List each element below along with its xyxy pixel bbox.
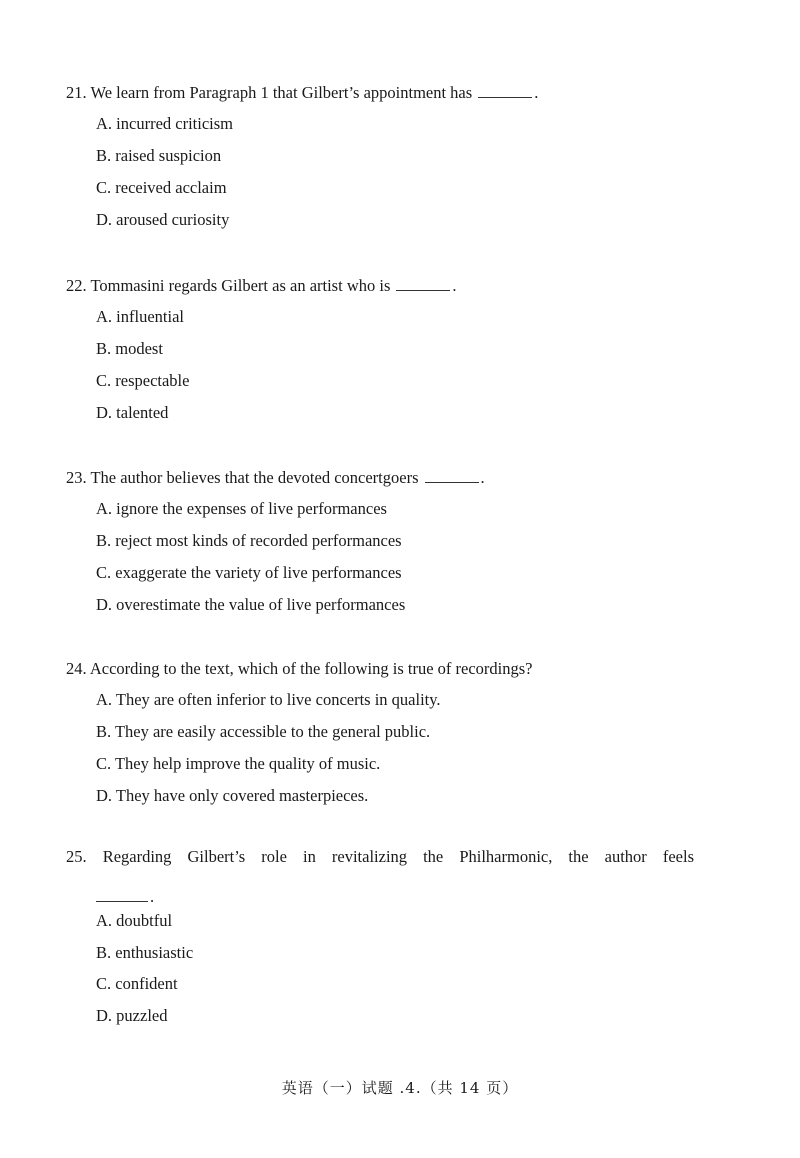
question-25-option-d: D. puzzled: [96, 1006, 168, 1025]
question-22-text: 22. Tommasini regards Gilbert as an artist who is: [66, 276, 391, 295]
question-25-stem: 25. Regarding Gilbert’s role in revitalizing the Philharmonic, the author feels: [66, 847, 694, 866]
question-24-option-c: C. They help improve the quality of music.: [96, 754, 381, 773]
question-22-option-c: C. respectable: [96, 371, 190, 390]
question-21-option-c: C. received acclaim: [96, 178, 227, 197]
question-23-text: 23. The author believes that the devoted concertgoers: [66, 468, 419, 487]
question-25-option-b: B. enthusiastic: [96, 943, 194, 962]
question-25-option-a: A. doubtful: [96, 911, 173, 930]
answer-blank: [478, 82, 532, 98]
question-21-stem: [66, 82, 538, 103]
question-24-stem: 24. According to the text, which of the following is true of recordings?: [66, 659, 533, 678]
answer-blank: [96, 886, 148, 902]
question-23-option-c: C. exaggerate the variety of live performances: [96, 563, 402, 582]
question-23-period: .: [480, 468, 485, 487]
question-22-period: .: [452, 276, 457, 295]
page-footer: 英语（一）试题 .4.（共 14 页）: [281, 1079, 519, 1097]
question-21-option-b: B. raised suspicion: [96, 146, 222, 165]
answer-blank: [396, 275, 450, 291]
question-21-option-d: D. aroused curiosity: [96, 210, 230, 229]
question-23-stem: [66, 467, 485, 488]
question-21-option-a: A. incurred criticism: [96, 114, 233, 133]
question-21-period: .: [534, 83, 539, 102]
question-22-option-a: A. influential: [96, 307, 184, 326]
answer-blank: [425, 467, 479, 483]
question-23-option-d: D. overestimate the value of live performances: [96, 595, 406, 614]
question-25-period: .: [150, 887, 155, 906]
question-24-option-b: B. They are easily accessible to the general public.: [96, 722, 431, 741]
question-23-option-b: B. reject most kinds of recorded performances: [96, 531, 402, 550]
question-25-option-c: C. confident: [96, 974, 178, 993]
question-23-option-a: A. ignore the expenses of live performances: [96, 499, 387, 518]
question-22-stem: [66, 275, 457, 296]
question-25-continuation: [96, 886, 154, 907]
question-24-option-d: D. They have only covered masterpieces.: [96, 786, 369, 805]
question-21-text: 21. We learn from Paragraph 1 that Gilbert’s appointment has: [66, 83, 473, 102]
question-22-option-b: B. modest: [96, 339, 163, 358]
question-24-option-a: A. They are often inferior to live concerts in quality.: [96, 690, 441, 709]
question-22-option-d: D. talented: [96, 403, 169, 422]
